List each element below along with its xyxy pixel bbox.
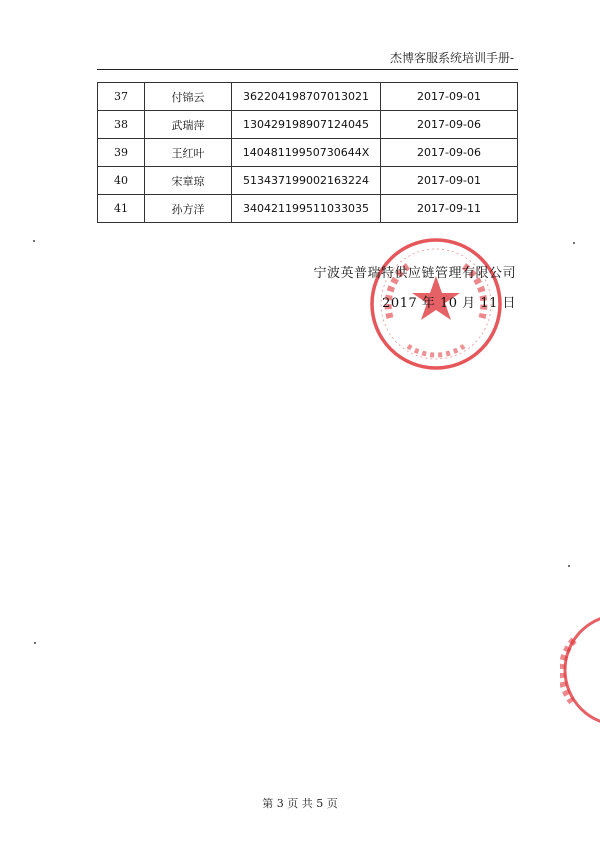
id-number: 362204198707013021 xyxy=(232,83,381,111)
scan-speck xyxy=(568,565,570,567)
document-header-title: 杰博客服系统培训手册- xyxy=(389,51,514,65)
page-number: 第 3 页 共 5 页 xyxy=(262,797,338,810)
start-date: 2017-09-06 xyxy=(381,139,518,167)
table-row xyxy=(98,167,518,195)
id-number: 513437199002163224 xyxy=(232,167,381,195)
employee-name: 孙方洋 xyxy=(145,195,232,223)
row-number: 38 xyxy=(98,111,145,139)
id-number: 130429198907124045 xyxy=(232,111,381,139)
start-date: 2017-09-01 xyxy=(381,83,518,111)
start-date: 2017-09-01 xyxy=(381,167,518,195)
scan-speck xyxy=(33,240,35,242)
partial-seal xyxy=(560,610,600,730)
company-name: 宁波英普瑞特供应链管理有限公司 xyxy=(313,266,516,281)
start-date: 2017-09-11 xyxy=(381,195,518,223)
row-number: 41 xyxy=(98,195,145,223)
scan-speck xyxy=(34,642,36,644)
row-number: 39 xyxy=(98,139,145,167)
id-number: 14048119950730644X xyxy=(232,139,381,167)
table-row xyxy=(98,139,518,167)
start-date: 2017-09-06 xyxy=(381,111,518,139)
employee-name: 付锦云 xyxy=(145,83,232,111)
header-divider xyxy=(97,69,518,70)
table-row xyxy=(98,111,518,139)
table-row xyxy=(98,195,518,223)
row-number: 40 xyxy=(98,167,145,195)
table-row xyxy=(98,83,518,111)
employee-name: 王红叶 xyxy=(145,139,232,167)
row-number: 37 xyxy=(98,83,145,111)
signature-date: 2017 年 10 月 11 日 xyxy=(382,296,516,311)
employee-name: 宋章琼 xyxy=(145,167,232,195)
employee-table xyxy=(97,82,518,223)
employee-name: 武瑞萍 xyxy=(145,111,232,139)
scan-speck xyxy=(573,242,575,244)
id-number: 340421199511033035 xyxy=(232,195,381,223)
